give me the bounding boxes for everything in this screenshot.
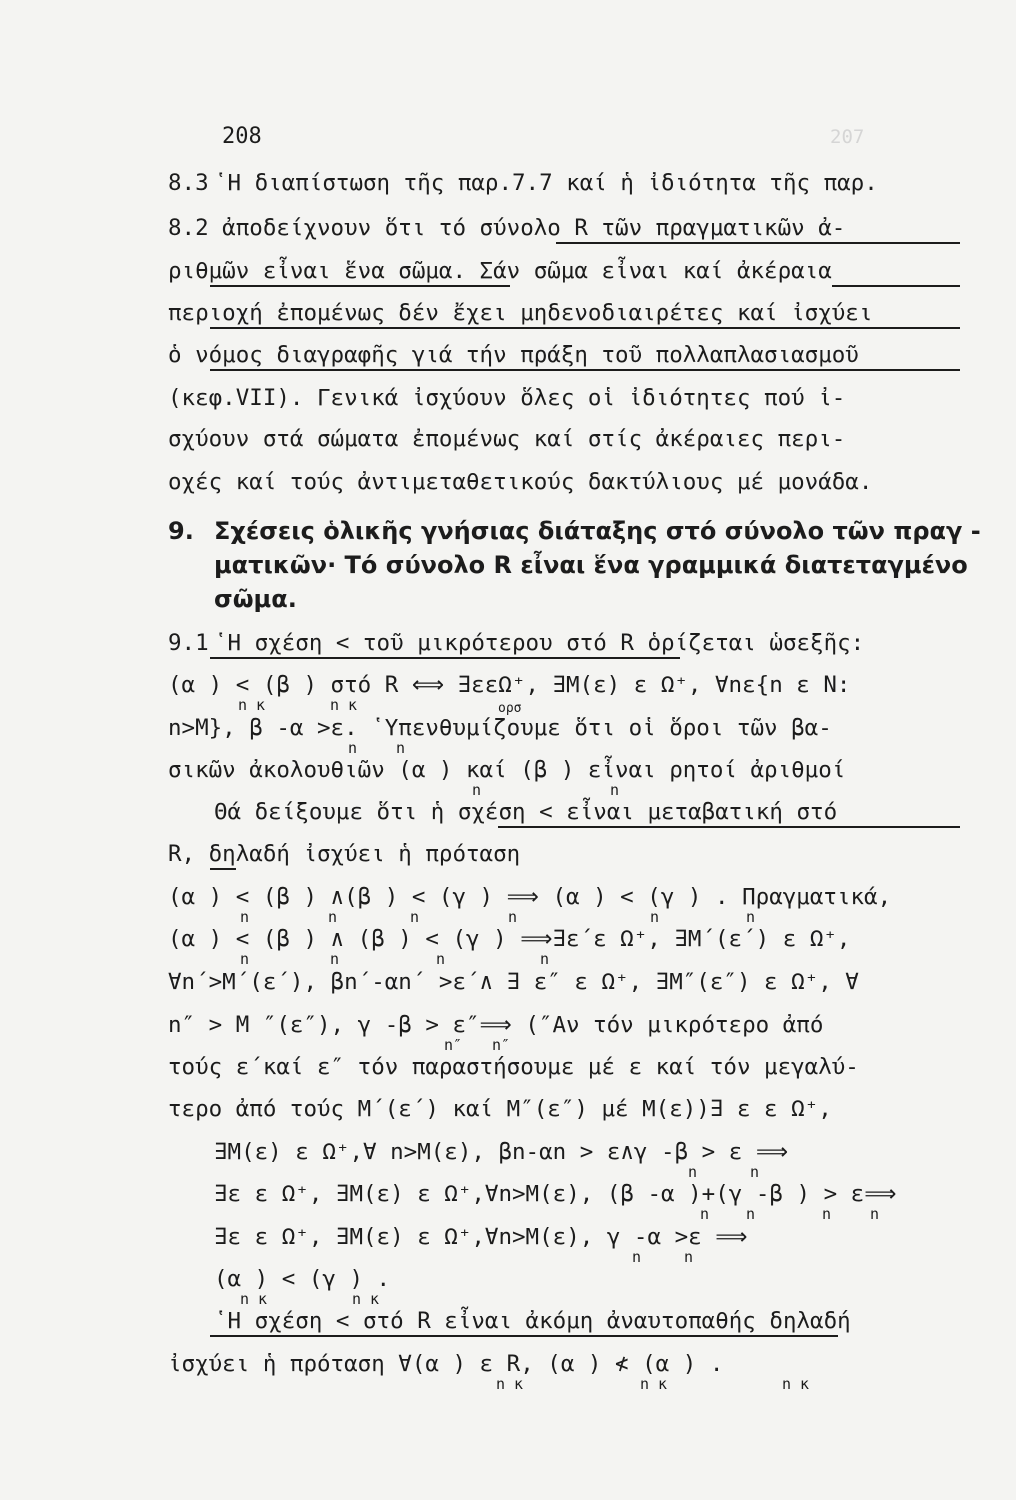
section-heading-line: Σχέσεις ὁλικῆς γνήσιας διάταξης στό σύνολο τῶν πραγ - (214, 517, 981, 545)
text-line: ὁ νόμος διαγραφῆς γιά τήν πράξη τοῦ πολλαπλασιασμοῦ (168, 342, 859, 368)
underline (210, 369, 960, 371)
text-line: 8.2 ἀποδείχνουν ὅτι τό σύνολο R τῶν πραγματικῶν ἀ- (168, 215, 846, 241)
section-number-8-3: 8.3 (168, 170, 209, 196)
text-line: περιοχή ἐπομένως δέν ἔχει μηδενοδιαιρέτες καί ἰσχύει (168, 300, 873, 326)
section-number-9-1: 9.1 (168, 630, 209, 656)
underline (210, 285, 510, 287)
subscript: n (330, 950, 340, 968)
bleed-through-page-number: 207 (830, 126, 865, 148)
subscript: n (610, 781, 620, 799)
underline (498, 826, 960, 828)
subscript: n (240, 950, 250, 968)
text-line: ῾Η διαπίστωση τῆς παρ.7.7 καί ἡ ἰδιότητα τῆς παρ. (214, 170, 878, 196)
section-heading-line: σῶμα. (214, 585, 297, 613)
subscript: n (348, 739, 358, 757)
underline (210, 1335, 838, 1337)
text-line: τούς ε΄καί ε″ τόν παραστήσουμε μέ ε καί τόν μεγαλύ- (168, 1054, 859, 1080)
section-number-9: 9. (168, 517, 194, 545)
formula-line: (α ) < (β ) ∧ (β ) < (γ ) ⟹∃ε΄ε Ω⁺, ∃Μ΄(ε΄) ε Ω⁺, (168, 926, 851, 952)
subscript: n (240, 908, 250, 926)
formula-line: (α ) < (β ) στό R ⟺ ∃εεΩ⁺, ∃Μ(ε) ε Ω⁺, ∀nε{n ε N: (168, 672, 851, 698)
subscript: n (870, 1205, 880, 1223)
subscript: n (700, 1205, 710, 1223)
subscript: n (396, 739, 406, 757)
section-heading-line: ματικῶν· Τό σύνολο R εἶναι ἕνα γραμμικά διατεταγμένο (214, 551, 968, 579)
underline (832, 285, 960, 287)
formula-line: ἰσχύει ἡ πρόταση ∀(α ) ε R, (α ) ≮ (α ) . (168, 1351, 724, 1377)
subscript: n (750, 1163, 760, 1181)
text-line: Θά δείξουμε ὅτι ἡ σχέση < εἶναι μεταβατική στό (214, 799, 838, 825)
subscript: n (352, 1290, 362, 1308)
subscript: n″ (492, 1036, 511, 1054)
formula-line: n>M}, β -α >ε. ῾Υπενθυμίζουμε ὅτι οἱ ὅροι τῶν βα- (168, 715, 832, 741)
subscript: n (540, 950, 550, 968)
formula-line: ∃ε ε Ω⁺, ∃Μ(ε) ε Ω⁺,∀n>Μ(ε), (β -α )+(γ -β ) > ε⟹ (214, 1181, 897, 1207)
subscript: κ (800, 1375, 810, 1393)
subscript: κ (256, 696, 266, 714)
subscript: n (822, 1205, 832, 1223)
formula-line: n″ > M ″(ε″), γ -β > ε″⟹ (″Αν τόν μικρότερο ἀπό (168, 1012, 824, 1038)
subscript: n (782, 1375, 792, 1393)
over-iff-label: ορσ (498, 701, 522, 716)
subscript: n (746, 908, 756, 926)
text-line: (κεφ.VII). Γενικά ἰσχύουν ὅλες οἱ ἰδιότητες πού ἰ- (168, 385, 846, 411)
formula-line: ∀n΄>Μ΄(ε΄), βn΄-αn΄ >ε΄∧ ∃ ε″ ε Ω⁺, ∃Μ″(ε″) ε Ω⁺, ∀ (168, 969, 859, 995)
subscript: n (688, 1163, 698, 1181)
subscript: n (436, 950, 446, 968)
underline (210, 327, 960, 329)
text-line: ῾Η σχέση < στό R εἶναι ἀκόμη ἀναυτοπαθής δηλαδή (214, 1308, 851, 1334)
underline (210, 657, 680, 659)
text-line: τερο ἀπό τούς Μ΄(ε΄) καί Μ″(ε″) μέ Μ(ε))∃ ε ε Ω⁺, (168, 1096, 832, 1122)
text-line: ῾Η σχέση < τοῦ μικρότερου στό R ὁρίζεται ὡσεξῆς: (214, 630, 865, 656)
underline (556, 242, 960, 244)
subscript: n (472, 781, 482, 799)
subscript: n (508, 908, 518, 926)
formula-line: ∃ε ε Ω⁺, ∃Μ(ε) ε Ω⁺,∀n>Μ(ε), γ -α >ε ⟹ (214, 1224, 748, 1250)
underline (210, 868, 236, 870)
text-line: οχές καί τούς ἀντιμεταθετικούς δακτύλιους μέ μονάδα. (168, 469, 873, 495)
subscript: n (240, 1290, 250, 1308)
subscript: κ (370, 1290, 380, 1308)
subscript: κ (348, 696, 358, 714)
text-line: σχύουν στά σώματα ἐπομένως καί στίς ἀκέραιες περι- (168, 426, 846, 452)
text-line: ριθμῶν εἶναι ἕνα σῶμα. Σάν σῶμα εἶναι καί ἀκέραια (168, 258, 832, 284)
subscript: n (410, 908, 420, 926)
subscript: κ (658, 1375, 668, 1393)
text-line: σικῶν ἀκολουθιῶν (α ) καί (β ) εἶναι ρητοί ἀριθμοί (168, 757, 846, 783)
formula-line: ∃Μ(ε) ε Ω⁺,∀ n>Μ(ε), βn-αn > ε∧γ -β > ε ⟹ (214, 1139, 789, 1165)
page-number: 208 (222, 124, 262, 149)
subscript: n (632, 1248, 642, 1266)
formula-line: (α ) < (β ) ∧(β ) < (γ ) ⟹ (α ) < (γ ) . Πραγματικά, (168, 884, 892, 910)
text-line: R, δηλαδή ἰσχύει ἡ πρόταση (168, 841, 521, 867)
subscript: n″ (444, 1036, 463, 1054)
subscript: κ (514, 1375, 524, 1393)
subscript: n (684, 1248, 694, 1266)
subscript: n (328, 908, 338, 926)
subscript: n (650, 908, 660, 926)
subscript: n (640, 1375, 650, 1393)
subscript: n (746, 1205, 756, 1223)
subscript: n (238, 696, 248, 714)
subscript: κ (258, 1290, 268, 1308)
subscript: n (330, 696, 340, 714)
formula-line: (α ) < (γ ) . (214, 1266, 391, 1292)
subscript: n (496, 1375, 506, 1393)
